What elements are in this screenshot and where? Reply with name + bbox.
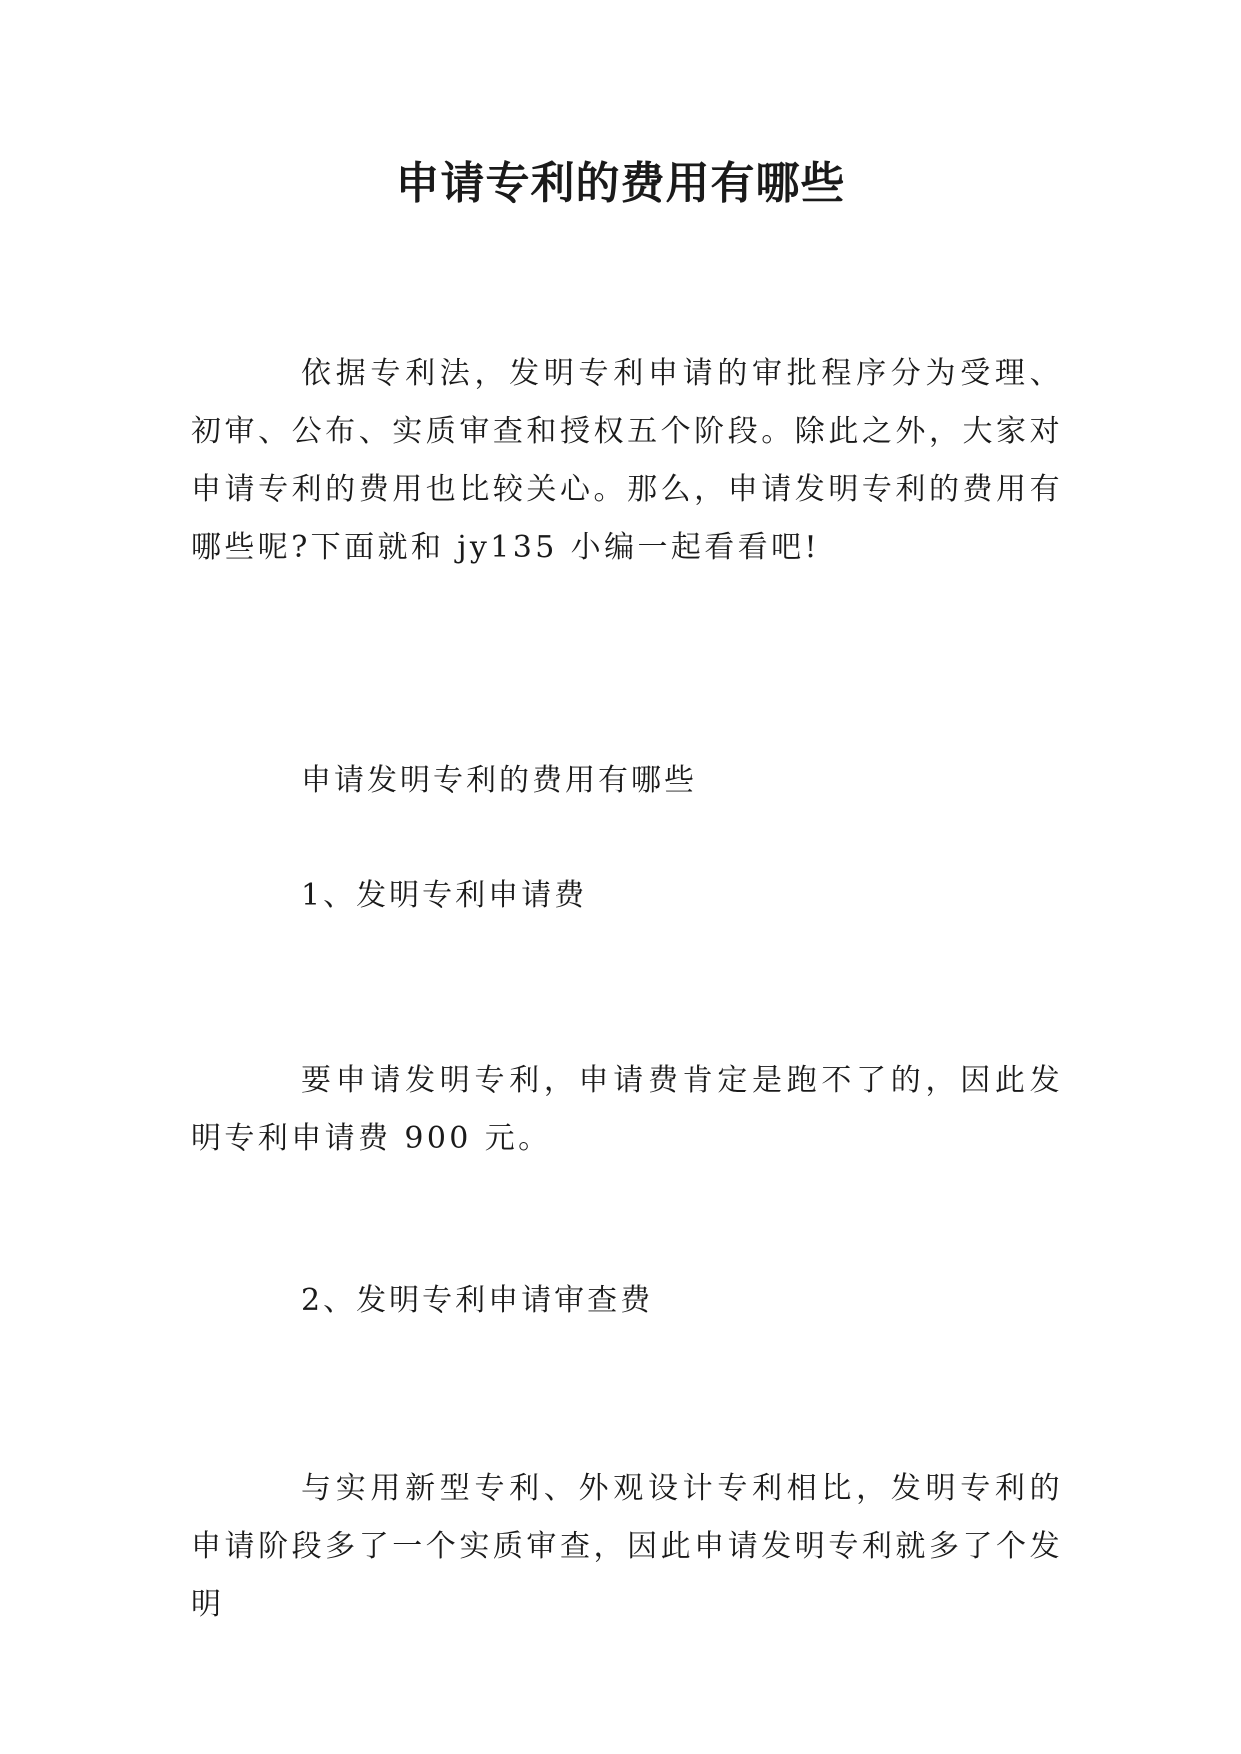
item-2-heading: 2、发明专利申请审查费 <box>301 1283 654 1318</box>
intro-paragraph: 依据专利法，发明专利申请的审批程序分为受理、初审、公布、实质审查和授权五个阶段。除此之外，大家对申请专利的费用也比较关心。那么，申请发明专利的费用有哪些呢?下面就和 jy135 小编一起看看吧! <box>191 356 1063 565</box>
document-title: 申请专利的费用有哪些 <box>395 158 846 209</box>
item-1-paragraph: 要申请发明专利，申请费肯定是跑不了的，因此发明专利申请费 900 元。 <box>191 1063 1063 1156</box>
section-heading: 申请发明专利的费用有哪些 <box>301 763 697 798</box>
item-1-heading: 1、发明专利申请费 <box>301 878 588 913</box>
item-2-paragraph: 与实用新型专利、外观设计专利相比，发明专利的申请阶段多了一个实质审查，因此申请发明专利就多了个发明 <box>191 1471 1063 1622</box>
